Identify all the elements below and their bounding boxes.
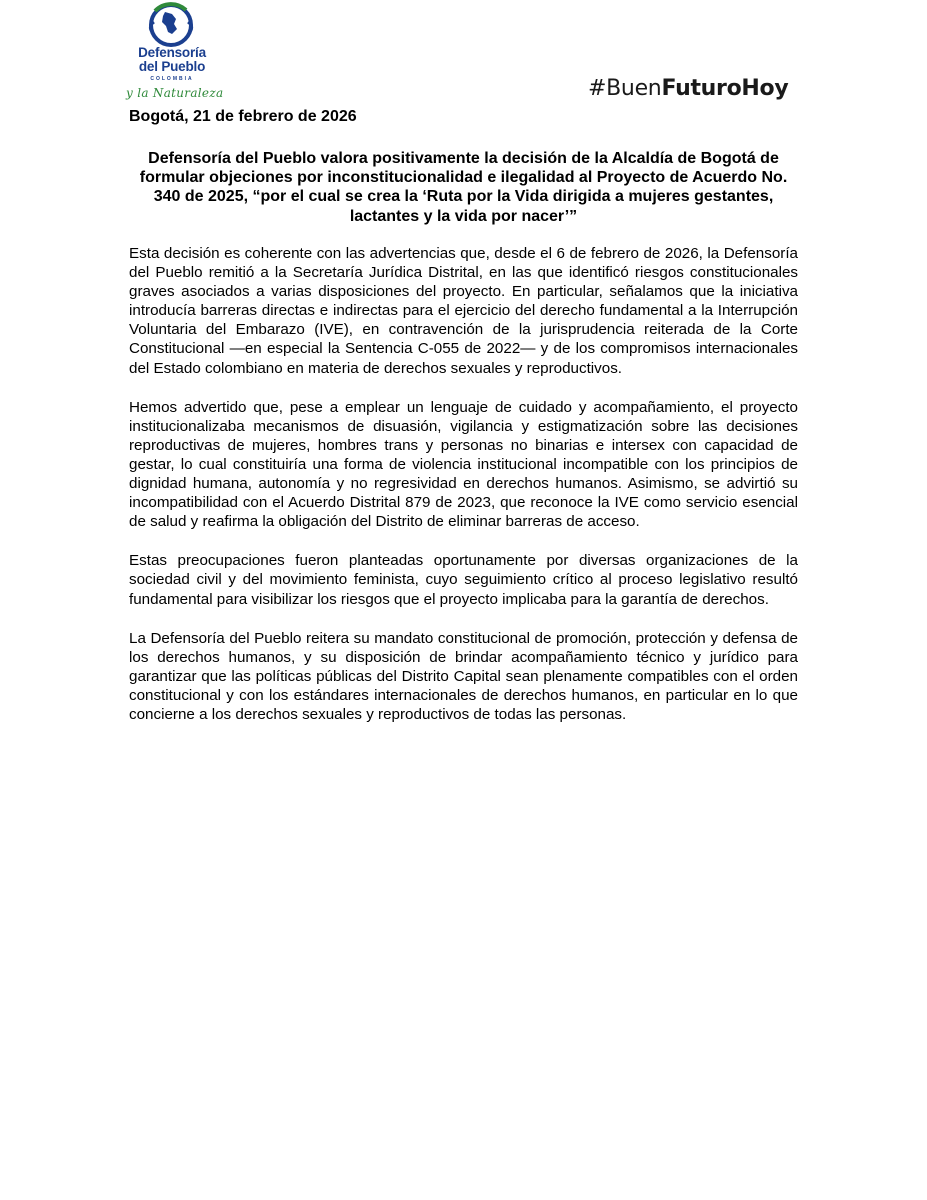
logo-name-line1: Defensoría [138,45,206,60]
hashtag-prefix: #Buen [588,76,662,101]
press-release-body [129,244,798,724]
body-paragraph: Estas preocupaciones fueron planteadas oportunamente por diversas organizaciones de la sociedad civil y del movimiento feminista, cuyo seguimiento crítico al proceso legislativo resultó fundamental para visibilizar los riesgos que el proyecto implicaba para la garantía de derechos. [129,552,798,608]
body-paragraph: Hemos advertido que, pese a emplear un lenguaje de cuidado y acompañamiento, el proyecto institucionalizaba mecanismos de disuasión, vigilancia y estigmatización sobre las decisiones reproductivas de mujeres, hombres trans y personas no binarias e intersex con capacidad de gestar, lo cual constituiría una forma de violencia institucional incompatible con los principios de dignidad humana, autonomía y no regresividad en derechos humanos. Asimismo, se advirtió su incompatibilidad con el Acuerdo Distrital 879 de 2023, que reconoce la IVE como servicio esencial de salud y reafirma la obligación del Distrito de eliminar barreras de acceso. [129,398,798,531]
logo-name-line2: del Pueblo [138,59,206,74]
logo-emblem-icon [128,2,224,50]
campaign-hashtag [588,76,788,101]
logo-country: COLOMBIA [150,76,194,82]
logo-wordmark [134,46,210,74]
body-paragraph: La Defensoría del Pueblo reitera su mandato constitucional de promoción, protección y defensa de los derechos humanos, y su disposición de brindar acompañamiento técnico y jurídico para garantizar que las políticas públicas del Distrito Capital sean plenamente compatibles con el orden constitucional y con los estándares internacionales de derechos humanos, en particular en lo que concierne a los derechos sexuales y reproductivos de todas las personas. [129,629,798,723]
hashtag-bold: FuturoHoy [661,76,789,101]
body-paragraph: Esta decisión es coherente con las advertencias que, desde el 6 de febrero de 2026, la Defensoría del Pueblo remitió a la Secretaría Jurídica Distrital, en las que identificó riesgos constitucionales graves asociados a varias disposiciones del proyecto. En particular, señalamos que la iniciativa introducía barreras directas e indirectas para el ejercicio del derecho fundamental a la Interrupción Voluntaria del Embarazo (IVE), en contravención de la jurisprudencia reiterada de la Corte Constitucional —en especial la Sentencia C-055 de 2022— y de los compromisos internacionales del Estado colombiano en materia de derechos sexuales y reproductivos. [129,245,798,377]
press-release-headline: Defensoría del Pueblo valora positivamente la decisión de la Alcaldía de Bogotá de formular objeciones por inconstitucionalidad e ilegalidad al Proyecto de Acuerdo No. 340 de 2025, “por el cual se crea la ‘Ruta por la Vida dirigida a mujeres gestantes, lactantes y la vida por nacer’” [139,150,788,225]
logo-tagline: y la Naturaleza [126,86,224,100]
date-line: Bogotá, 21 de febrero de 2026 [129,108,357,125]
